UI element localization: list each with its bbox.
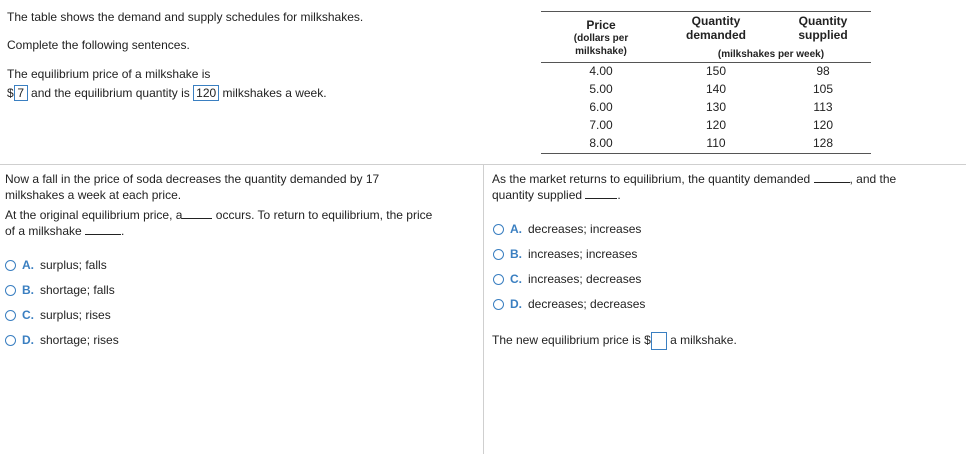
left-q3-post: occurs. To return to equilibrium, the price (215, 208, 433, 222)
table-cell-qs: 98 (816, 64, 830, 78)
units-subheader: (milkshakes per week) (717, 49, 825, 60)
blank-line (85, 223, 121, 235)
table-cell-qd: 140 (705, 82, 727, 96)
option-text: shortage; rises (40, 333, 119, 347)
new-price-pre: The new equilibrium price is $ (492, 333, 651, 347)
new-price-post: a milkshake. (670, 333, 737, 347)
right-option-b[interactable] (493, 246, 637, 262)
option-letter: C. (510, 272, 522, 286)
qs-header-line-2: supplied (798, 28, 848, 42)
table-cell-qd: 150 (705, 64, 727, 78)
table-cell-qs: 128 (812, 136, 834, 150)
left-q3-pre: At the original equilibrium price, a (5, 208, 183, 222)
option-text: decreases; increases (528, 222, 642, 236)
option-letter: B. (22, 283, 34, 297)
option-text: increases; decreases (528, 272, 642, 286)
table-cell-qd: 120 (705, 118, 727, 132)
qs-header-line-1: Quantity (798, 14, 848, 28)
table-cell-price: 6.00 (589, 100, 613, 114)
option-text: shortage; falls (40, 283, 115, 297)
radio-button[interactable] (493, 249, 504, 260)
option-text: decreases; decreases (528, 297, 646, 311)
price-header-line-3: milkshake) (575, 46, 627, 57)
intro-answer-line (7, 85, 327, 101)
table-cell-price: 4.00 (589, 64, 613, 78)
qd-header-line-1: Quantity (691, 14, 741, 28)
qd-header (666, 14, 766, 42)
left-question-line-3 (5, 207, 432, 223)
intro-line-2: Complete the following sentences. (7, 38, 190, 52)
table-cell-price: 7.00 (589, 118, 613, 132)
option-letter: D. (510, 297, 522, 311)
option-text: surplus; rises (40, 308, 111, 322)
right-option-c[interactable] (493, 271, 641, 287)
right-question-line-1 (492, 171, 896, 187)
radio-button[interactable] (5, 285, 16, 296)
table-cell-qd: 130 (705, 100, 727, 114)
left-option-b[interactable] (5, 282, 115, 298)
price-header (551, 19, 651, 58)
intro-line-3: The equilibrium price of a milkshake is (7, 67, 211, 81)
left-question-line-2: milkshakes a week at each price. (5, 188, 182, 202)
left-option-c[interactable] (5, 307, 111, 323)
left-question-line-4 (5, 223, 124, 239)
intro-end-text: milkshakes a week. (222, 86, 327, 100)
right-q1-pre: As the market returns to equilibrium, the quantity demanded (492, 172, 811, 186)
option-text: surplus; falls (40, 258, 107, 272)
table-cell-qs: 105 (812, 82, 834, 96)
option-letter: D. (22, 333, 34, 347)
blank-line (814, 171, 850, 183)
option-letter: C. (22, 308, 34, 322)
intro-mid-text: and the equilibrium quantity is (31, 86, 190, 100)
left-q4-end: . (121, 224, 125, 238)
table-cell-qd: 110 (706, 136, 726, 150)
radio-button[interactable] (5, 310, 16, 321)
table-cell-price: 8.00 (589, 136, 613, 150)
new-price-line (492, 331, 737, 350)
equilibrium-quantity-input[interactable]: 120 (193, 85, 219, 101)
table-cell-qs: 113 (813, 100, 833, 114)
radio-button[interactable] (493, 299, 504, 310)
left-option-a[interactable] (5, 257, 107, 273)
qd-header-line-2: demanded (685, 28, 746, 42)
option-letter: A. (22, 258, 34, 272)
right-option-d[interactable] (493, 296, 645, 312)
dollar-sign: $ (7, 86, 14, 100)
table-top-rule (541, 11, 871, 12)
price-header-line-1: Price (586, 18, 616, 32)
radio-button[interactable] (5, 335, 16, 346)
intro-line-1: The table shows the demand and supply schedules for milkshakes. (7, 10, 364, 24)
option-text: increases; increases (528, 247, 638, 261)
equilibrium-price-input[interactable]: 7 (14, 85, 28, 101)
qs-header (773, 14, 873, 42)
price-header-line-2: (dollars per (573, 33, 629, 44)
table-bottom-rule (541, 153, 871, 154)
radio-button[interactable] (493, 224, 504, 235)
blank-line (585, 187, 617, 199)
right-q2-text: quantity supplied (492, 188, 583, 202)
option-letter: B. (510, 247, 522, 261)
radio-button[interactable] (5, 260, 16, 271)
blank-line (182, 207, 212, 219)
left-option-d[interactable] (5, 332, 119, 348)
right-question-line-2 (492, 187, 621, 203)
section-divider-vertical (483, 165, 484, 454)
left-question-line-1: Now a fall in the price of soda decreases the quantity demanded by 17 (5, 172, 380, 186)
radio-button[interactable] (493, 274, 504, 285)
left-q4-text: of a milkshake (5, 224, 82, 238)
table-cell-qs: 120 (812, 118, 834, 132)
right-q1-mid: , and the (849, 172, 897, 186)
right-option-a[interactable] (493, 221, 641, 237)
option-letter: A. (510, 222, 522, 236)
table-cell-price: 5.00 (589, 82, 613, 96)
new-price-input[interactable] (651, 332, 667, 350)
right-q2-end: . (617, 188, 621, 202)
